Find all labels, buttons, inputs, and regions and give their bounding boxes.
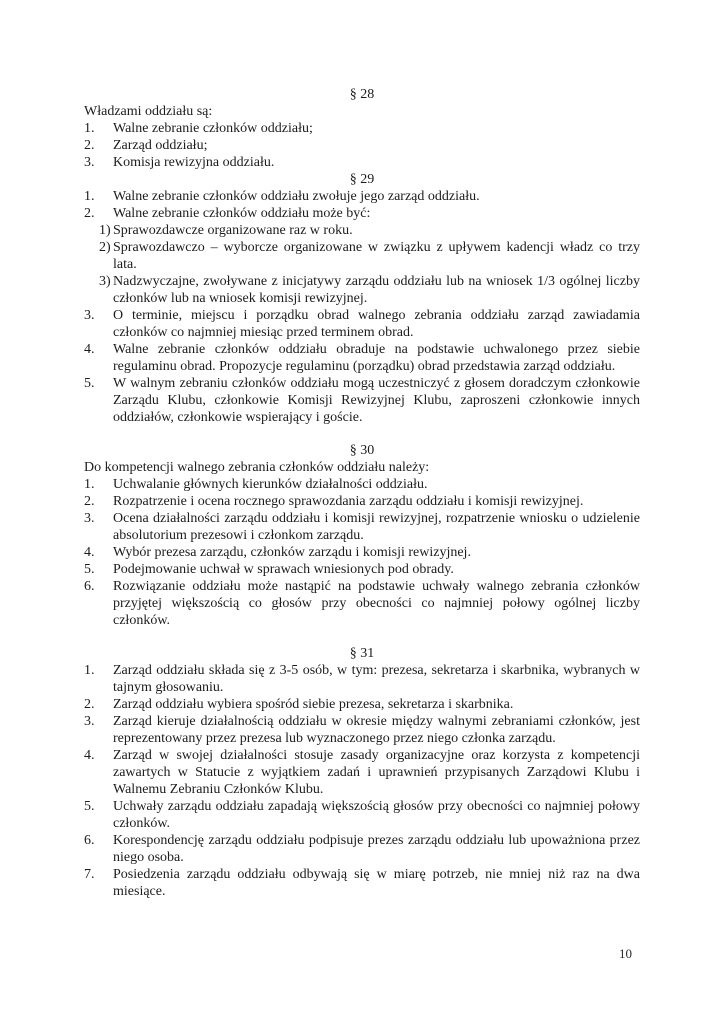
item-number: 5.: [84, 376, 95, 391]
item-text: Walne zebranie członków oddziału zwołuje jego zarząd oddziału.: [113, 189, 480, 204]
item-number: 1.: [84, 663, 95, 678]
item-text: O terminie, miejscu i porządku obrad walnego zebrania oddziału zarząd zawiadamia członków co najmniej miesiąc przed terminem obrad.: [113, 308, 640, 340]
section-28: [84, 86, 640, 171]
list-item: [84, 493, 640, 510]
section-31: [84, 645, 640, 900]
list-item: [84, 544, 640, 561]
list-item: [84, 578, 640, 629]
list-item: [84, 662, 640, 696]
item-number: 2.: [84, 206, 95, 221]
item-number: 2.: [84, 697, 95, 712]
item-text: Walne zebranie członków oddziału obraduje na podstawie uchwalonego przez siebie regulaminu obrad. Propozycje regulaminu (porządku) obrad przedstawia zarząd oddziału.: [113, 342, 640, 374]
item-number: 6.: [84, 833, 95, 848]
section-28-intro: Władzami oddziału są:: [84, 104, 213, 119]
item-text: Ocena działalności zarządu oddziału i komisji rewizyjnej, rozpatrzenie wniosku o udzielenie absolutorium prezesowi i członkom zarządu.: [113, 511, 640, 543]
item-text: Zarząd oddziału składa się z 3-5 osób, w tym: prezesa, sekretarza i skarbnika, wybranych w tajnym głosowaniu.: [113, 663, 640, 695]
list-item: [84, 375, 640, 426]
item-text: Komisja rewizyjna oddziału.: [113, 155, 275, 170]
list-item: [84, 798, 640, 832]
subitem-text: Sprawozdawczo – wyborcze organizowane w związku z upływem kadencji władz co trzy lata.: [113, 240, 640, 272]
list-item: [84, 561, 640, 578]
list-item: [84, 476, 640, 493]
item-text: Korespondencję zarządu oddziału podpisuje prezes zarządu oddziału lub upoważniona przez niego osoba.: [113, 833, 640, 865]
item-number: 1.: [84, 121, 95, 136]
item-text: Rozwiązanie oddziału może nastąpić na podstawie uchwały walnego zebrania członków przyjętej większością co głosów przy obecności co najmniej połowy ogólnej liczby członków.: [113, 579, 640, 628]
item-number: 4.: [84, 748, 95, 763]
item-number: 1.: [84, 189, 95, 204]
item-number: 4.: [84, 342, 95, 357]
section-28-heading: § 28: [349, 87, 375, 102]
item-text: Zarząd oddziału;: [113, 138, 208, 153]
sublist-item: [84, 222, 640, 239]
item-number: 3.: [84, 714, 95, 729]
list-item: [84, 154, 640, 171]
item-number: 2.: [84, 494, 95, 509]
item-number: 3.: [84, 308, 95, 323]
item-number: 7.: [84, 867, 95, 882]
sublist-item: [84, 239, 640, 273]
list-item: [84, 188, 640, 205]
list-item: [84, 120, 640, 137]
list-item: [84, 205, 640, 222]
item-number: 3.: [84, 155, 95, 170]
item-text: Uchwalanie głównych kierunków działalności oddziału.: [113, 477, 428, 492]
section-29-heading: § 29: [349, 172, 375, 187]
subitem-number: 3): [99, 274, 111, 289]
section-29: [84, 171, 640, 426]
item-text: Zarząd w swojej działalności stosuje zasady organizacyjne oraz korzysta z kompetencji zawartych w Statucie z wyjątkiem zadań i uprawnień przypisanych Zarządowi Klubu i Walnemu Zebraniu Członków Klubu.: [113, 748, 640, 797]
list-item: [84, 307, 640, 341]
item-number: 4.: [84, 545, 95, 560]
item-text: W walnym zebraniu członków oddziału mogą uczestniczyć z głosem doradczym członkowie Zarządu Klubu, członkowie Komisji Rewizyjnej Klubu, zaproszeni członkowie innych oddziałów, członkowie wspierający i goście.: [113, 376, 640, 425]
item-text: Uchwały zarządu oddziału zapadają większością głosów przy obecności co najmniej połowy członków.: [113, 799, 640, 831]
item-number: 3.: [84, 511, 95, 526]
item-text: Posiedzenia zarządu oddziału odbywają się w miarę potrzeb, nie mniej niż raz na dwa miesiące.: [113, 867, 640, 899]
item-text: Walne zebranie członków oddziału;: [113, 121, 313, 136]
item-number: 5.: [84, 799, 95, 814]
list-item: [84, 341, 640, 375]
section-30-intro: Do kompetencji walnego zebrania członków oddziału należy:: [84, 460, 430, 475]
list-item: [84, 696, 640, 713]
list-item: [84, 510, 640, 544]
section-30: [84, 442, 640, 629]
item-number: 5.: [84, 562, 95, 577]
subitem-number: 2): [99, 240, 111, 255]
item-text: Rozpatrzenie i ocena rocznego sprawozdania zarządu oddziału i komisji rewizyjnej.: [113, 494, 584, 509]
list-item: [84, 866, 640, 900]
subitem-number: 1): [99, 223, 111, 238]
sublist-item: [84, 273, 640, 307]
list-item: [84, 137, 640, 154]
list-item: [84, 747, 640, 798]
item-number: 6.: [84, 579, 95, 594]
document-content: [84, 86, 640, 900]
list-item: [84, 832, 640, 866]
subitem-text: Sprawozdawcze organizowane raz w roku.: [113, 223, 353, 238]
item-text: Walne zebranie członków oddziału może być:: [113, 206, 371, 221]
section-31-heading: § 31: [349, 646, 375, 661]
item-number: 1.: [84, 477, 95, 492]
item-number: 2.: [84, 138, 95, 153]
subitem-text: Nadzwyczajne, zwoływane z inicjatywy zarządu oddziału lub na wniosek 1/3 ogólnej liczby członków lub na wniosek komisji rewizyjnej.: [113, 274, 640, 306]
page-number: 10: [619, 946, 632, 961]
list-item: [84, 713, 640, 747]
section-30-heading: § 30: [349, 443, 375, 458]
item-text: Wybór prezesa zarządu, członków zarządu i komisji rewizyjnej.: [113, 545, 471, 560]
item-text: Podejmowanie uchwał w sprawach wniesionych pod obrady.: [113, 562, 454, 577]
item-text: Zarząd oddziału wybiera spośród siebie prezesa, sekretarza i skarbnika.: [113, 697, 514, 712]
item-text: Zarząd kieruje działalnością oddziału w okresie między walnymi zebraniami członków, jest reprezentowany przez prezesa lub wyznaczonego przez niego członka zarządu.: [113, 714, 640, 746]
